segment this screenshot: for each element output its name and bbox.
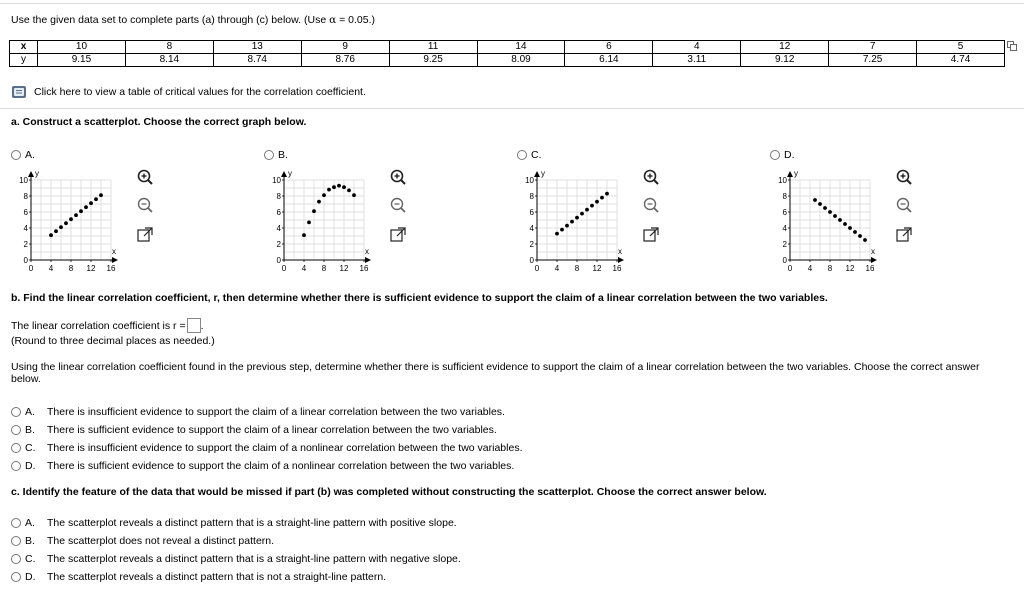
y-tick-label: 10 [19, 176, 28, 185]
data-point [94, 197, 98, 201]
radio-button[interactable] [11, 425, 21, 435]
x-tick-label: 16 [359, 264, 369, 273]
zoom-in-icon[interactable] [389, 168, 407, 186]
data-point [843, 222, 847, 226]
data-point [555, 232, 559, 236]
y-tick-label: 0 [276, 256, 281, 265]
radio-button[interactable] [11, 407, 21, 417]
y-row [10, 54, 1005, 67]
radio-button[interactable] [11, 443, 21, 453]
r-suffix: . [200, 319, 204, 332]
part-a-prompt: a. Construct a scatterplot. Choose the correct graph below. [11, 116, 307, 128]
x-tick-label: 0 [534, 264, 540, 273]
y-axis-label: y [541, 169, 545, 178]
data-point [575, 216, 579, 220]
y-axis-arrow [787, 171, 793, 177]
scatterplot-a [5, 165, 125, 275]
x-cell: 13 [213, 41, 301, 54]
top-divider [0, 3, 1024, 4]
data-point [327, 188, 331, 192]
open-new-window-icon[interactable] [642, 226, 660, 244]
option-letter: D. [25, 460, 36, 472]
x-tick-label: 12 [592, 264, 602, 273]
y-cell: 8.14 [125, 54, 213, 67]
critical-values-link[interactable] [11, 85, 366, 99]
y-tick-label: 8 [276, 192, 281, 201]
option-letter: A. [25, 149, 35, 161]
data-point [74, 213, 78, 217]
y-axis-arrow [281, 171, 287, 177]
r-label: The linear correlation coefficient is r = [11, 319, 186, 332]
y-tick-label: 6 [529, 208, 534, 217]
data-point [560, 228, 564, 232]
graph-option-d[interactable] [770, 149, 795, 161]
zoom-out-icon[interactable] [389, 196, 407, 214]
x-axis-label: x [618, 247, 622, 256]
option-text: There is sufficient evidence to support the claim of a linear correlation between the two variables. [47, 424, 497, 436]
x-tick-label: 4 [554, 264, 560, 273]
graph-option-b[interactable] [264, 149, 288, 161]
x-tick-label: 16 [106, 264, 116, 273]
data-point [64, 221, 68, 225]
data-point [317, 200, 321, 204]
data-point [858, 234, 862, 238]
part-b-instruction: Using the linear correlation coefficient found in the previous step, determine whether there is sufficient evidence to support the claim of a linear correlation between the two variables. Choose the correct answer below. [11, 361, 980, 385]
graph-option-c[interactable] [517, 149, 542, 161]
y-axis-label: y [794, 169, 798, 178]
option-letter: A. [25, 517, 35, 529]
option-text: The scatterplot reveals a distinct pattern that is a straight-line pattern with positive slope. [47, 517, 457, 529]
data-point [302, 233, 306, 237]
y-tick-label: 8 [782, 192, 787, 201]
part-c-option-c[interactable] [11, 553, 461, 565]
part-b-prompt: b. Find the linear correlation coefficient, r, then determine whether there is sufficient evidence to support the claim of a linear correlation between the two variables. [11, 292, 828, 304]
graph-option-a[interactable] [11, 149, 35, 161]
y-tick-label: 0 [782, 256, 787, 265]
y-tick-label: 6 [276, 208, 281, 217]
option-text: There is insufficient evidence to support the claim of a nonlinear correlation between the two variables. [47, 442, 523, 454]
x-cell: 12 [741, 41, 829, 54]
radio-button[interactable] [11, 554, 21, 564]
x-tick-label: 0 [281, 264, 287, 273]
data-point [605, 192, 609, 196]
scatterplot-c [511, 165, 631, 275]
open-new-window-icon[interactable] [895, 226, 913, 244]
y-tick-label: 2 [782, 240, 787, 249]
r-input[interactable] [187, 318, 201, 333]
y-tick-label: 10 [525, 176, 534, 185]
part-c-prompt: c. Identify the feature of the data that would be missed if part (b) was completed without constructing the scatterplot. Choose the correct answer below. [11, 486, 767, 498]
scatterplot-d [764, 165, 884, 275]
y-cell: 4.74 [917, 54, 1005, 67]
y-tick-label: 4 [276, 224, 281, 233]
data-table [9, 40, 1005, 67]
instruction-suffix: = 0.05.) [336, 14, 375, 26]
zoom-in-icon[interactable] [895, 168, 913, 186]
option-letter: D. [784, 149, 795, 161]
zoom-in-icon[interactable] [136, 168, 154, 186]
zoom-out-icon[interactable] [895, 196, 913, 214]
part-c-option-d[interactable] [11, 571, 386, 583]
option-text: The scatterplot does not reveal a distinct pattern. [47, 535, 275, 547]
x-tick-label: 0 [787, 264, 793, 273]
x-cell: 5 [917, 41, 1005, 54]
y-tick-label: 6 [23, 208, 28, 217]
x-tick-label: 12 [339, 264, 349, 273]
y-tick-label: 8 [23, 192, 28, 201]
x-axis-arrow [618, 257, 624, 263]
option-text: The scatterplot reveals a distinct pattern that is a straight-line pattern with negative slope. [47, 553, 461, 565]
radio-button[interactable] [11, 461, 21, 471]
y-cell: 7.25 [829, 54, 917, 67]
data-point [312, 209, 316, 213]
data-point [49, 233, 53, 237]
option-text: The scatterplot reveals a distinct pattern that is not a straight-line pattern. [47, 571, 387, 583]
x-axis-label: x [871, 247, 875, 256]
radio-button[interactable] [264, 150, 274, 160]
x-tick-label: 8 [68, 264, 74, 273]
x-axis-label: x [365, 247, 369, 256]
data-point [352, 193, 356, 197]
copy-table-icon[interactable] [1007, 41, 1017, 51]
y-tick-label: 4 [23, 224, 28, 233]
option-letter: C. [25, 442, 36, 454]
y-axis-label: y [35, 169, 39, 178]
data-point [600, 196, 604, 200]
data-point [833, 214, 837, 218]
open-new-window-icon[interactable] [136, 226, 154, 244]
alpha-symbol: α [329, 14, 337, 26]
y-tick-label: 6 [782, 208, 787, 217]
y-axis-arrow [534, 171, 540, 177]
y-cell: 9.15 [38, 54, 126, 67]
x-axis-arrow [112, 257, 118, 263]
option-letter: D. [25, 571, 36, 583]
y-tick-label: 10 [272, 176, 281, 185]
data-point [585, 208, 589, 212]
data-point [590, 204, 594, 208]
data-point [863, 238, 867, 242]
instruction-prefix: Use the given data set to complete parts (a) through (c) below. (Use [11, 14, 330, 26]
data-point [595, 200, 599, 204]
x-tick-label: 12 [845, 264, 855, 273]
scatterplot-b [258, 165, 378, 275]
radio-button[interactable] [11, 150, 21, 160]
y-tick-label: 2 [276, 240, 281, 249]
x-tick-label: 8 [321, 264, 327, 273]
x-cell: 4 [653, 41, 741, 54]
option-letter: B. [278, 149, 288, 161]
x-cell: 10 [38, 41, 126, 54]
x-tick-label: 4 [807, 264, 813, 273]
y-tick-label: 2 [23, 240, 28, 249]
data-point [322, 193, 326, 197]
part-c-option-a[interactable] [11, 517, 457, 529]
x-tick-label: 4 [301, 264, 307, 273]
critical-values-link-text[interactable]: Click here to view a table of critical values for the correlation coefficient. [34, 86, 366, 98]
x-tick-label: 16 [865, 264, 875, 273]
part-b-option-a[interactable] [11, 406, 505, 418]
data-point [838, 218, 842, 222]
y-cell: 9.12 [741, 54, 829, 67]
x-cell: 6 [565, 41, 653, 54]
option-letter: B. [25, 424, 35, 436]
option-letter: C. [25, 553, 36, 565]
open-new-window-icon[interactable] [389, 226, 407, 244]
data-point [853, 230, 857, 234]
x-row [10, 41, 1005, 54]
part-b-option-b[interactable] [11, 424, 497, 436]
y-axis-label: y [288, 169, 292, 178]
y-axis-arrow [28, 171, 34, 177]
option-letter: C. [531, 149, 542, 161]
option-letter: B. [25, 535, 35, 547]
data-point [84, 205, 88, 209]
data-point [347, 189, 351, 193]
data-point [337, 184, 341, 188]
x-cell: 14 [477, 41, 565, 54]
data-point [89, 201, 93, 205]
data-point [848, 226, 852, 230]
x-axis-arrow [365, 257, 371, 263]
data-point [69, 217, 73, 221]
data-point [565, 224, 569, 228]
y-cell: 8.09 [477, 54, 565, 67]
x-tick-label: 8 [827, 264, 833, 273]
data-point [823, 206, 827, 210]
y-tick-label: 4 [782, 224, 787, 233]
section-divider [0, 108, 1024, 109]
y-cell: 8.74 [213, 54, 301, 67]
data-point [570, 220, 574, 224]
data-point [342, 185, 346, 189]
x-tick-label: 8 [574, 264, 580, 273]
radio-button[interactable] [517, 150, 527, 160]
data-point [99, 193, 103, 197]
y-header: y [10, 54, 38, 67]
x-cell: 8 [125, 41, 213, 54]
radio-button[interactable] [770, 150, 780, 160]
y-cell: 8.76 [301, 54, 389, 67]
x-axis-label: x [112, 247, 116, 256]
data-point [828, 210, 832, 214]
x-cell: 9 [301, 41, 389, 54]
x-tick-label: 12 [86, 264, 96, 273]
round-note: (Round to three decimal places as needed.) [11, 335, 215, 347]
y-tick-label: 0 [23, 256, 28, 265]
y-tick-label: 0 [529, 256, 534, 265]
data-point [580, 212, 584, 216]
data-point [332, 185, 336, 189]
part-b-option-c[interactable] [11, 442, 523, 454]
data-point [59, 225, 63, 229]
option-text: There is insufficient evidence to support the claim of a linear correlation between the two variables. [47, 406, 505, 418]
x-tick-label: 4 [48, 264, 54, 273]
data-point [818, 202, 822, 206]
data-point [54, 229, 58, 233]
x-cell: 7 [829, 41, 917, 54]
option-letter: A. [25, 406, 35, 418]
y-tick-label: 10 [778, 176, 787, 185]
x-header: x [10, 41, 38, 54]
zoom-in-icon[interactable] [642, 168, 660, 186]
radio-button[interactable] [11, 536, 21, 546]
y-tick-label: 2 [529, 240, 534, 249]
y-tick-label: 8 [529, 192, 534, 201]
x-tick-label: 0 [28, 264, 34, 273]
part-b-option-d[interactable] [11, 460, 514, 472]
data-point [813, 198, 817, 202]
y-cell: 6.14 [565, 54, 653, 67]
x-tick-label: 16 [612, 264, 622, 273]
y-tick-label: 4 [529, 224, 534, 233]
zoom-out-icon[interactable] [642, 196, 660, 214]
book-icon [11, 85, 27, 99]
data-point [79, 209, 83, 213]
instruction-text [11, 14, 375, 26]
x-axis-arrow [871, 257, 877, 263]
radio-button[interactable] [11, 518, 21, 528]
r-answer-row [11, 318, 204, 333]
data-point [307, 221, 311, 225]
option-text: There is sufficient evidence to support the claim of a nonlinear correlation between the two variables. [47, 460, 515, 472]
radio-button[interactable] [11, 572, 21, 582]
zoom-out-icon[interactable] [136, 196, 154, 214]
y-cell: 9.25 [389, 54, 477, 67]
part-c-option-b[interactable] [11, 535, 274, 547]
y-cell: 3.11 [653, 54, 741, 67]
x-cell: 11 [389, 41, 477, 54]
